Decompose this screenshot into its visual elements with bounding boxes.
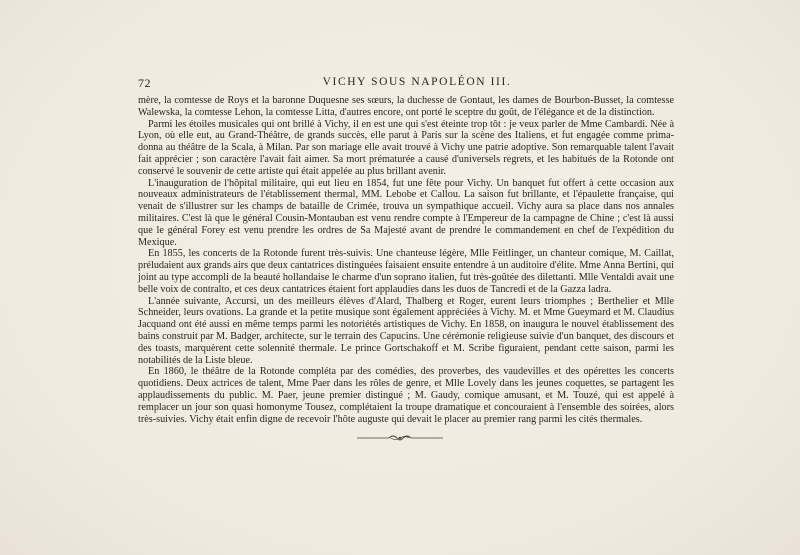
paragraph: Parmi les étoiles musicales qui ont brillé à Vichy, il en est une qui s'est éteinte trop tôt : je veux parler de Mme Cambardi. Née à Lyon, où elle eut, au Grand-Théâtre, de grands succès, elle parut à Paris sur la scène des Italiens, et fut engagée comme prima-donna au théâtre de la Scala, à Milan. Par son mariage elle avait trouvé à Vichy une patrie adoptive. Son remarquable talent l'avait fait apprécier ; son caractère l'avait fait aimer. Sa mort prématurée a causé d'universels regrets, et les habitués de la Rotonde ont conservé le souvenir de cette artiste qui était appelée au plus brillant avenir.: [138, 118, 674, 177]
paragraph: mère, la comtesse de Roys et la baronne Duquesne ses sœurs, la duchesse de Gontaut, les dames de Bourbon-Busset, la comtesse Walewska, la comtesse Lehon, la comtesse Litta, d'autres encore, ont porté le sceptre du goût, de l'élégance et de la distinction.: [138, 95, 674, 118]
paragraph: L'année suivante, Accursi, un des meilleurs élèves d'Alard, Thalberg et Roger, eurent leurs triomphes ; Berthelier et Mlle Schneider, leurs ovations. La grande et la petite musique sont également appréciées à Vichy. M. et Mme Gueymard et M. Claudius Jacquand ont été aussi en même temps parmi les notoriétés artistiques de Vichy. En 1858, on inaugura le nouvel établissement des bains construit par M. Badger, architecte, sur le terrain des Capucins. Une cérémonie religieuse suivie d'un banquet, des discours et des toasts, marquèrent cette solennité thermale. Le prince Gortschakoff et M. Scribe figuraient, pendant cette saison, parmi les notabilités de la Liste bleue.: [138, 295, 674, 366]
running-title: VICHY SOUS NAPOLÉON III.: [322, 76, 512, 88]
body-text: [138, 95, 674, 425]
paragraph: L'inauguration de l'hôpital militaire, qui eut lieu en 1854, fut une fête pour Vichy. Un banquet fut offert à cette occasion aux nouveaux administrateurs de l'établissement thermal, MM. Lebobe et Callou. La saison fut brillante, et l'épaulette française, qui venait de s'illustrer sur les champs de bataille de Crimée, trouva un sympathique accueil. Vichy aura sa place dans nos annales militaires. C'est là que le général Cousin-Montauban est venu rendre compte à l'Empereur de la campagne de Chine ; c'est là aussi que le général Forey est venu prendre les ordres de Sa Majesté avant de prendre le commandement en chef de l'expédition du Mexique.: [138, 177, 674, 248]
paragraph: En 1855, les concerts de la Rotonde furent très-suivis. Une chanteuse légère, Mlle Feitlinger, un chanteur comique, M. Caillat, préludaient aux grands airs que deux cantatrices distinguées faisaient ensuite entendre à un auditoire d'élite. Mme Anna Bertini, qui joint au type accompli de la beauté hollandaise le charme d'un soprano italien, fut très-goûtée des dilettanti. Mlle Ventaldi avait une belle voix de contralto, et ces deux cantatrices étaient fort applaudies dans les duos de Tancredi et de la Gazza ladra.: [138, 248, 674, 295]
page-header: [138, 76, 674, 92]
tailpiece-ornament-icon: [355, 434, 445, 442]
paragraph: En 1860, le théâtre de la Rotonde compléta par des comédies, des proverbes, des vaudevilles et des opérettes les concerts quotidiens. Deux actrices de talent, Mme Paer dans les rôles de genre, et Mlle Lovely dans les jeunes coquettes, se partagent les applaudissements du public. M. Paer, jeune premier distingué ; M. Gaudy, comique amusant, et M. Touzé, qui est appelé à remplacer un jour son quasi homonyme Tousez, complétaient la troupe dramatique et concouraient à l'ensemble des soirées, alors très-suivies. Vichy était enfin digne de recevoir l'hôte auguste qui devait le placer au premier rang parmi les cités thermales.: [138, 366, 674, 425]
page-number: 72: [138, 76, 151, 90]
